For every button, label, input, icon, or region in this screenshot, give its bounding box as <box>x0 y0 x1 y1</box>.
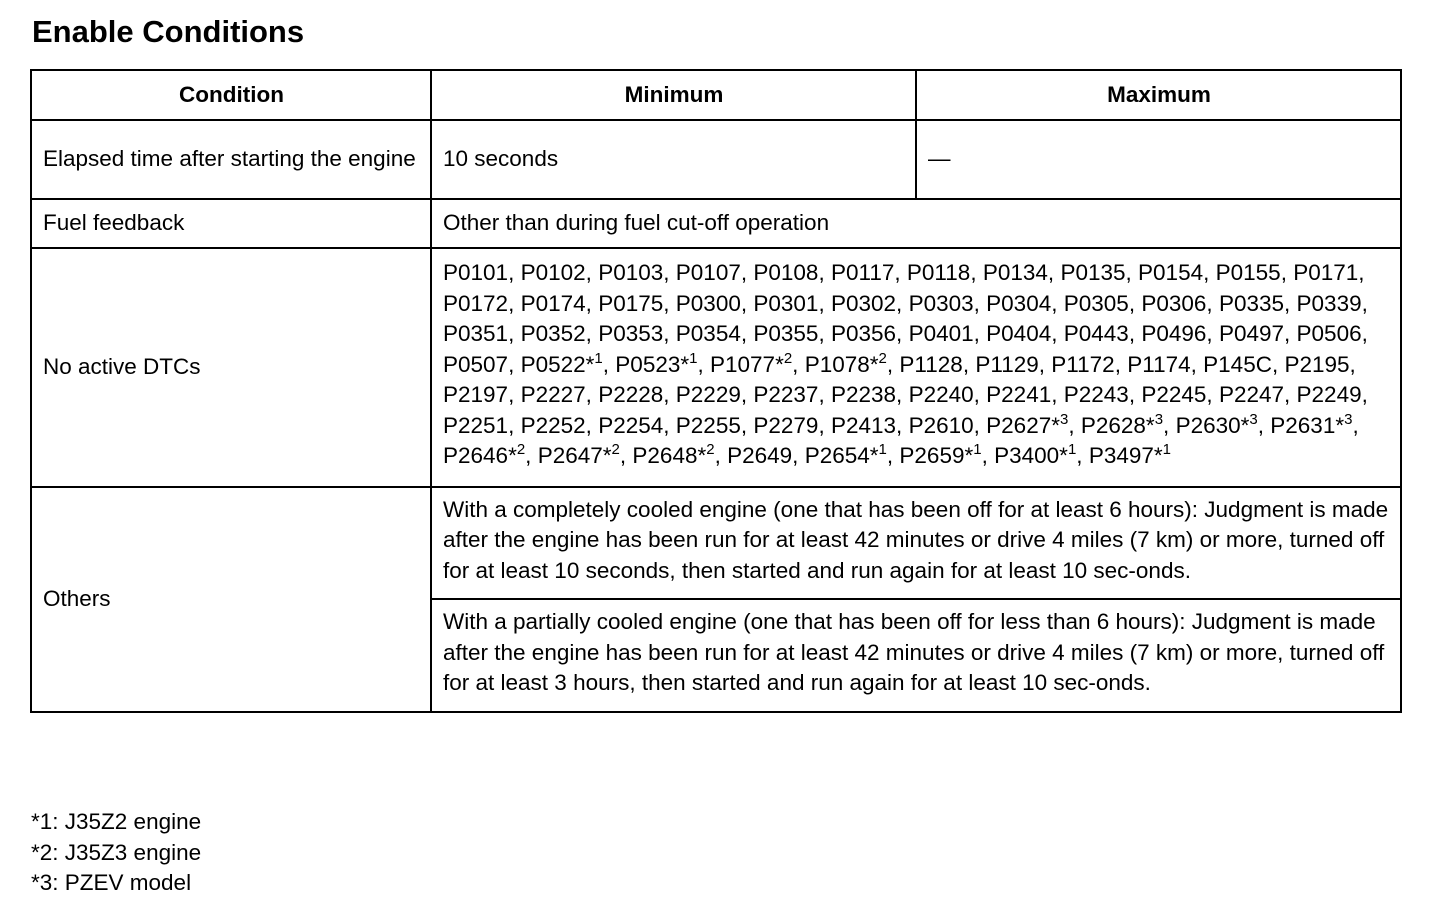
dtc-code-text: P0300 <box>675 290 741 316</box>
dtc-code: P1078*$^2$, <box>804 349 894 377</box>
footnote-1: *1: J35Z2 engine <box>31 809 202 834</box>
dtc-code: P0335, <box>1218 290 1291 316</box>
dtc-code-text: P0101 <box>443 260 509 285</box>
dtc-footnote-marker: 3 <box>1154 410 1164 428</box>
dtc-footnote-marker: 3 <box>1249 410 1258 428</box>
dtc-code-text: P2413 <box>830 412 897 438</box>
dtc-code-text: P0134 <box>982 260 1048 285</box>
dtc-code: P2647*$^2$, <box>537 441 627 468</box>
dtc-code-text: P2648 <box>632 443 698 468</box>
dtc-code-text: P1174 <box>1127 351 1191 377</box>
dtc-code: P0303, <box>908 290 980 316</box>
dtc-code: P2197, <box>443 382 515 407</box>
table-row <box>31 487 1401 600</box>
dtc-code: P0506, <box>1296 321 1368 346</box>
dtc-code-text: P0404 <box>986 321 1052 346</box>
dtc-code-text: P0154 <box>1138 260 1204 285</box>
dtc-footnote-marker: 1 <box>1067 441 1077 458</box>
table-row <box>31 120 1401 199</box>
dtc-code-text: P0172 <box>443 290 509 316</box>
dtc-code: P2279, <box>753 412 825 438</box>
dtc-code-text: P0353 <box>598 321 664 346</box>
dtc-code: P2627*$^3$, <box>986 410 1075 438</box>
dtc-code-text: P2647 <box>537 443 603 468</box>
dtc-code-text: P145C <box>1203 351 1272 377</box>
dtc-code-text: P2237 <box>753 382 819 407</box>
dtc-code-text: P0171 <box>1293 260 1359 285</box>
dtc-code-text: P2228 <box>598 382 664 407</box>
dtc-code-text: P2252 <box>520 412 586 438</box>
dtc-code: P2249, <box>1296 382 1368 407</box>
header-condition: Condition <box>31 70 431 120</box>
dtc-code: P1077*$^2$, <box>710 349 799 377</box>
dtc-code-text: P0304 <box>986 290 1052 316</box>
dtc-code: P0117, <box>830 260 901 285</box>
dtc-code: P0352, <box>520 321 592 346</box>
dtc-footnote-marker: 3 <box>1344 410 1353 428</box>
elapsed-time-maximum: — <box>916 120 1401 199</box>
dtc-code-text: P2627 <box>986 412 1052 438</box>
dtc-code: P0175, <box>598 290 670 316</box>
dtc-code-text: P3400 <box>994 443 1060 468</box>
dtc-code-text: P0496 <box>1141 321 1207 346</box>
dtc-code: P0356, <box>830 321 903 346</box>
dtc-code-text: P2251 <box>443 412 509 438</box>
dtc-code: P0353, <box>598 321 670 346</box>
enable-conditions-table <box>30 69 1402 713</box>
dtc-code-text: P2610 <box>908 412 974 438</box>
dtc-code: P0305, <box>1063 290 1136 316</box>
dtc-code: P2646*$^2$, <box>443 441 532 468</box>
dtc-code: P1128, <box>899 351 970 377</box>
dtc-code-text: P0108 <box>753 260 819 285</box>
dtc-footnote-marker: 2 <box>878 349 887 367</box>
dtc-code: P0118, <box>906 260 977 285</box>
dtc-code-text: P0356 <box>830 321 897 346</box>
condition-no-active-dtcs: No active DTCs <box>31 248 431 487</box>
dtc-code-text: P0135 <box>1060 260 1126 285</box>
dtc-code: P0107, <box>675 260 748 285</box>
dtc-code: P0155, <box>1215 260 1287 285</box>
dtc-code-text: P1128 <box>899 351 963 377</box>
dtc-code-text: P2238 <box>830 382 897 407</box>
dtc-code: P2243, <box>1063 382 1136 407</box>
dtc-code: P0497, <box>1218 321 1291 346</box>
dtc-code: P3497*$^1$ <box>1088 441 1171 468</box>
page-title: Enable Conditions <box>32 14 305 49</box>
dtc-code-text: P2649 <box>727 443 793 468</box>
dtc-code: P2254, <box>598 412 670 438</box>
condition-elapsed-time: Elapsed time after starting the engine <box>31 120 431 199</box>
dtc-code: P0339, <box>1296 290 1368 316</box>
table-row <box>31 199 1401 248</box>
dtc-code: P0443, <box>1063 321 1136 346</box>
header-minimum: Minimum <box>431 70 916 120</box>
dtc-footnote-marker: 2 <box>516 441 526 458</box>
dtc-code-text: P0507 <box>443 351 509 377</box>
table-row <box>31 248 1401 487</box>
dtc-code: P2229, <box>675 382 748 407</box>
dtc-code: P2610, <box>908 412 980 438</box>
others-partially-cooled: With a partially cooled engine (one that has been off for less than 6 hours): Judgment is made after the engine has been run for at least 42 minutes or drive 4 miles (7 km) or more, turned off for at least 3 hours, then started and run again for at least 10 sec-onds. <box>431 599 1401 712</box>
dtc-code: P1174, <box>1127 351 1197 377</box>
footnotes <box>31 807 201 899</box>
dtc-code: P0174, <box>520 290 592 316</box>
dtc-code-text: P0155 <box>1215 260 1281 285</box>
dtc-code-text: P2227 <box>520 382 586 407</box>
dtc-code: P0401, <box>908 321 980 346</box>
dtc-code: P0351, <box>443 321 515 346</box>
dtc-code: P2228, <box>598 382 670 407</box>
dtc-code: P0172, <box>443 290 515 316</box>
dtc-code: P0522*$^1$, <box>520 349 610 377</box>
dtc-code-text: P0354 <box>675 321 741 346</box>
dtc-list <box>431 248 1401 487</box>
dtc-code-text: P2255 <box>675 412 741 438</box>
dtc-code-text: P0339 <box>1296 290 1362 316</box>
dtc-code-text: P2195 <box>1284 351 1350 377</box>
dtc-code-text: P0117 <box>830 260 895 285</box>
dtc-code-text: P0335 <box>1218 290 1284 316</box>
dtc-code-text: P2631 <box>1270 412 1336 438</box>
dtc-footnote-marker: 1 <box>594 349 603 367</box>
dtc-code: P2648*$^2$, <box>632 441 721 468</box>
header-maximum: Maximum <box>916 70 1401 120</box>
dtc-code: P0355, <box>753 321 825 346</box>
dtc-code-text: P0305 <box>1063 290 1129 316</box>
dtc-code-text: P0351 <box>443 321 509 346</box>
dtc-code-text: P0103 <box>598 260 664 285</box>
dtc-footnote-marker: 2 <box>706 441 715 458</box>
dtc-code-text: P0118 <box>906 260 971 285</box>
dtc-code: P2631*$^3$, <box>1270 410 1359 438</box>
footnote-3: *3: PZEV model <box>31 870 192 895</box>
dtc-code-text: P1172 <box>1051 351 1115 377</box>
dtc-code-text: P0443 <box>1063 321 1129 346</box>
dtc-code-text: P2241 <box>986 382 1052 407</box>
dtc-code-text: P0301 <box>753 290 819 316</box>
dtc-code: P0354, <box>675 321 748 346</box>
dtc-code: P2237, <box>753 382 825 407</box>
dtc-code-text: P0302 <box>830 290 897 316</box>
dtc-code-text: P2243 <box>1063 382 1129 407</box>
dtc-code-text: P0355 <box>753 321 819 346</box>
fuel-feedback-value: Other than during fuel cut-off operation <box>431 199 1401 248</box>
dtc-code: P2238, <box>830 382 903 407</box>
dtc-code-text: P0506 <box>1296 321 1362 346</box>
dtc-code: P2659*$^1$, <box>899 441 988 468</box>
dtc-code: P0306, <box>1141 290 1213 316</box>
dtc-code-text: P2646 <box>443 443 509 468</box>
dtc-footnote-marker: 1 <box>973 441 982 458</box>
dtc-code: P0304, <box>986 290 1058 316</box>
dtc-code: P2255, <box>675 412 748 438</box>
dtc-code: P2227, <box>520 382 592 407</box>
dtc-code: P2245, <box>1141 382 1213 407</box>
dtc-code-text: P2247 <box>1218 382 1284 407</box>
dtc-code-text: P2197 <box>443 382 509 407</box>
dtc-code: P0404, <box>986 321 1058 346</box>
dtc-footnote-marker: 1 <box>689 349 698 367</box>
dtc-footnote-marker: 1 <box>1162 441 1171 458</box>
dtc-code: P0523*$^1$, <box>615 349 704 377</box>
dtc-code-text: P0522 <box>520 351 586 377</box>
dtc-code-text: P2245 <box>1141 382 1207 407</box>
dtc-code-text: P2630 <box>1175 412 1241 438</box>
dtc-code: P2195, <box>1284 351 1356 377</box>
dtc-code-text: P2279 <box>753 412 819 438</box>
elapsed-time-minimum: 10 seconds <box>431 120 916 199</box>
dtc-code: P2628*$^3$, <box>1080 410 1170 438</box>
dtc-code: P145C, <box>1203 351 1279 377</box>
dtc-code-text: P0523 <box>615 351 681 377</box>
dtc-code-text: P0352 <box>520 321 586 346</box>
dtc-code-text: P1077 <box>710 351 776 377</box>
condition-others: Others <box>31 487 431 712</box>
dtc-code: P0171, <box>1293 260 1365 285</box>
dtc-code-text: P0401 <box>908 321 974 346</box>
dtc-code-text: P1129 <box>975 351 1039 377</box>
dtc-code: P2247, <box>1218 382 1291 407</box>
dtc-code: P0300, <box>675 290 748 316</box>
dtc-code: P0103, <box>598 260 670 285</box>
dtc-code-text: P0174 <box>520 290 586 316</box>
dtc-footnote-marker: 1 <box>878 441 887 458</box>
dtc-code: P1172, <box>1051 351 1121 377</box>
dtc-code-text: P0175 <box>598 290 664 316</box>
dtc-footnote-marker: 2 <box>783 349 793 367</box>
dtc-code-text: P2229 <box>675 382 741 407</box>
table-header-row <box>31 70 1401 120</box>
dtc-code-text: P0497 <box>1218 321 1284 346</box>
dtc-code-text: P0306 <box>1141 290 1207 316</box>
dtc-code: P0301, <box>753 290 825 316</box>
dtc-code: P2240, <box>908 382 980 407</box>
dtc-code: P0108, <box>753 260 825 285</box>
dtc-code-text: P2249 <box>1296 382 1362 407</box>
dtc-code: P2654*$^1$, <box>804 441 894 468</box>
dtc-code: P3400*$^1$, <box>994 441 1083 468</box>
dtc-code-text: P3497 <box>1088 443 1154 468</box>
dtc-code-text: P2654 <box>804 443 870 468</box>
dtc-code: P2251, <box>443 412 515 438</box>
dtc-code-text: P0107 <box>675 260 741 285</box>
dtc-code: P1129, <box>975 351 1046 377</box>
dtc-code: P2252, <box>520 412 592 438</box>
dtc-code: P0496, <box>1141 321 1213 346</box>
dtc-code-text: P2254 <box>598 412 664 438</box>
condition-fuel-feedback: Fuel feedback <box>31 199 431 248</box>
dtc-footnote-marker: 2 <box>611 441 620 458</box>
dtc-code: P0507, <box>443 351 515 377</box>
dtc-code: P0302, <box>830 290 903 316</box>
dtc-code: P0154, <box>1138 260 1210 285</box>
footnote-2: *2: J35Z3 engine <box>31 839 202 865</box>
dtc-code: P0101, <box>443 260 515 285</box>
dtc-code-text: P2240 <box>908 382 974 407</box>
dtc-code: P2649, <box>727 443 799 468</box>
others-completely-cooled: With a completely cooled engine (one that has been off for at least 6 hours): Judgment is made after the engine has been run for at least 42 minutes or drive 4 miles (7 km) or more, turned off for at least 10 seconds, then started and run again for at least 10 sec-onds. <box>431 487 1401 600</box>
dtc-code: P2413, <box>830 412 903 438</box>
dtc-code: P2241, <box>986 382 1058 407</box>
dtc-code: P0135, <box>1060 260 1132 285</box>
dtc-code-text: P0102 <box>520 260 586 285</box>
dtc-code: P0102, <box>520 260 592 285</box>
dtc-code-text: P2628 <box>1080 412 1146 438</box>
dtc-footnote-marker: 3 <box>1059 410 1069 428</box>
dtc-code-text: P0303 <box>908 290 974 316</box>
dtc-code: P2630*$^3$, <box>1175 410 1264 438</box>
dtc-code: P0134, <box>982 260 1055 285</box>
dtc-code-text: P2659 <box>899 443 965 468</box>
dtc-code-text: P1078 <box>804 351 870 377</box>
